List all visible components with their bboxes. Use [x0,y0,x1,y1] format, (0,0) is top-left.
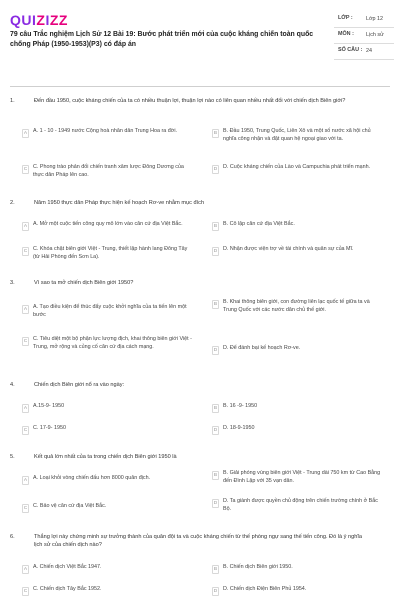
worksheet-title: 79 câu Trắc nghiệm Lịch Sử 12 Bài 19: Bước phát triển mới của cuộc kháng chiến toàn quốc chống Pháp (1950-1953)(P3) có đáp án [10,31,314,48]
option-text: B. Chiến dịch Biên giới 1950. [223,564,293,570]
option-letter-box: A [22,404,29,413]
question-number: 3. [10,280,15,286]
option-text: A.15-9- 1950 [33,403,65,409]
option-text: A. Loại khỏi vòng chiến đấu hơn 8000 quân địch. [33,475,151,481]
option-c[interactable] [22,425,192,435]
option-letter-box: D [212,587,219,596]
meta-subject-row [334,28,394,44]
option-text: D. Để đánh bại kế hoạch Rơ-ve. [223,345,301,351]
option-text: C. Khóa chặt biên giới Việt - Trung, thiết lập hành lang Đông Tây (từ Hải Phòng đến Sơn La). [33,246,188,260]
option-d[interactable] [212,345,382,355]
option-c[interactable] [22,586,192,596]
meta-class-row [334,12,394,28]
option-letter-box: B [212,404,219,413]
header-divider [10,86,390,87]
option-text: A. Mở một cuộc tiến công quy mô lớn vào căn cứ địa Việt Bắc. [33,221,183,227]
option-letter-box: B [212,129,219,138]
option-letter-box: D [212,426,219,435]
option-letter-box: C [22,587,29,596]
option-letter-box: B [212,222,219,231]
question-number: 4. [10,382,15,388]
question-number: 2. [10,200,15,206]
option-letter-box: C [22,426,29,435]
option-letter-box: D [212,165,219,174]
option-letter-box: B [212,471,219,480]
meta-subject-label: MÔN : [338,31,354,37]
option-letter-box: A [22,222,29,231]
option-letter-box: B [212,565,219,574]
option-letter-box: C [22,165,29,174]
option-letter-box: C [22,337,29,346]
option-d[interactable] [212,425,382,435]
option-text: D. Ta giành được quyền chủ động trên chiến trường chính ở Bắc Bộ. [223,498,378,512]
option-text: B. 16 -9- 1950 [223,403,258,409]
option-c[interactable] [22,503,192,513]
option-b[interactable] [212,299,382,315]
option-text: B. Giải phóng vùng biên giới Việt - Trung dài 750 km từ Cao Bằng đến Đình Lập với 35 vạn dân. [223,470,381,484]
meta-subject-value: Lịch sử [366,32,384,38]
option-b[interactable] [212,564,382,574]
option-text: D. Chiến dịch Điện Biên Phủ 1954. [223,586,307,592]
option-a[interactable] [22,564,192,574]
option-text: C. Tiêu diệt một bộ phận lực lượng địch, khai thông biên giới Việt - Trung, mở rộng và củng cố căn cứ địa cách mạng. [33,336,192,350]
option-text: C. 17-9- 1950 [33,425,66,431]
option-text: B. Đầu 1950, Trung Quốc, Liên Xô và một số nước xã hội chủ nghĩa công nhận và đặt quan hệ ngoại giao với ta. [223,128,371,142]
question-number: 1. [10,98,15,104]
option-c[interactable] [22,164,192,180]
question-text: Năm 1950 thực dân Pháp thực hiện kế hoạch Rơ-ve nhằm mục đích [34,200,205,206]
option-text: A. Tạo điều kiện để thúc đẩy cuộc khởi nghĩa của ta tiến lên một bước [33,304,187,318]
option-text: C. Chiến dịch Tây Bắc 1952. [33,586,102,592]
option-text: D. Nhận được viện trợ về tài chính và quân sự của Mĩ. [223,246,354,252]
meta-count-row [334,44,394,60]
option-letter-box: D [212,346,219,355]
question-text: Vì sao ta mở chiến dịch Biên giới 1950? [34,280,134,286]
question-text: Kết quả lớn nhất của ta trong chiến dịch Biên giới 1950 là [34,454,177,460]
option-letter-box: A [22,476,29,485]
option-d[interactable] [212,246,382,256]
option-text: D. Cuộc kháng chiến của Lào và Campuchia phát triển mạnh. [223,164,371,170]
option-letter-box: C [22,247,29,256]
question-text: Thắng lợi này chứng minh sự trưởng thành của quân đội ta và cuộc kháng chiến từ thế phòng ngự sang thế tiến công. Đó là ý nghĩa lịch sử của chiến dịch nào? [34,534,363,548]
option-d[interactable] [212,586,382,596]
option-text: A. 1 - 10 - 1949 nước Cộng hoà nhân dân Trung Hoa ra đời. [33,128,178,134]
option-letter-box: C [22,504,29,513]
option-letter-box: A [22,565,29,574]
option-letter-box: D [212,499,219,508]
meta-count-label: SỐ CÂU : [338,47,363,53]
option-letter-box: A [22,305,29,314]
worksheet-meta [334,12,394,60]
option-a[interactable] [22,403,192,413]
option-a[interactable] [22,304,192,320]
option-letter-box: D [212,247,219,256]
option-b[interactable] [212,470,382,486]
option-text: D. 18-9-1950 [223,425,255,431]
option-a[interactable] [22,221,192,231]
option-a[interactable] [22,475,192,485]
option-letter-box: B [212,300,219,309]
question-number: 6. [10,534,15,540]
option-c[interactable] [22,246,192,262]
option-b[interactable] [212,403,382,413]
meta-class-label: LỚP : [338,15,353,21]
option-text: A. Chiến dịch Việt Bắc 1947. [33,564,102,570]
option-c[interactable] [22,336,192,352]
question-text: Đến đầu 1950, cuộc kháng chiến của ta có nhiều thuận lợi, thuận lợi nào có liên quan nhiều nhất đối với chiến dịch Biên giới? [34,98,346,104]
option-text: B. Khai thông biên giới, con đường liên lạc quốc tế giữa ta và Trung Quốc với các nước dân chủ thế giới. [223,299,370,313]
option-b[interactable] [212,221,382,231]
option-b[interactable] [212,128,382,144]
option-letter-box: A [22,129,29,138]
meta-class-value: Lớp 12 [366,16,384,22]
option-text: C. Bảo vệ căn cứ địa Việt Bắc. [33,503,107,509]
option-text: C. Phong trào phản đối chiến tranh xâm lược Đông Dương của thực dân Pháp lên cao. [33,164,184,178]
meta-count-value: 24 [366,48,372,54]
quizizz-logo: QUIZIZZ [10,12,68,28]
option-d[interactable] [212,164,382,174]
option-a[interactable] [22,128,192,138]
option-d[interactable] [212,498,382,514]
option-text: B. Cô lập căn cứ địa Việt Bắc. [223,221,295,227]
question-number: 5. [10,454,15,460]
question-text: Chiến dịch Biên giới nổ ra vào ngày: [34,382,125,388]
